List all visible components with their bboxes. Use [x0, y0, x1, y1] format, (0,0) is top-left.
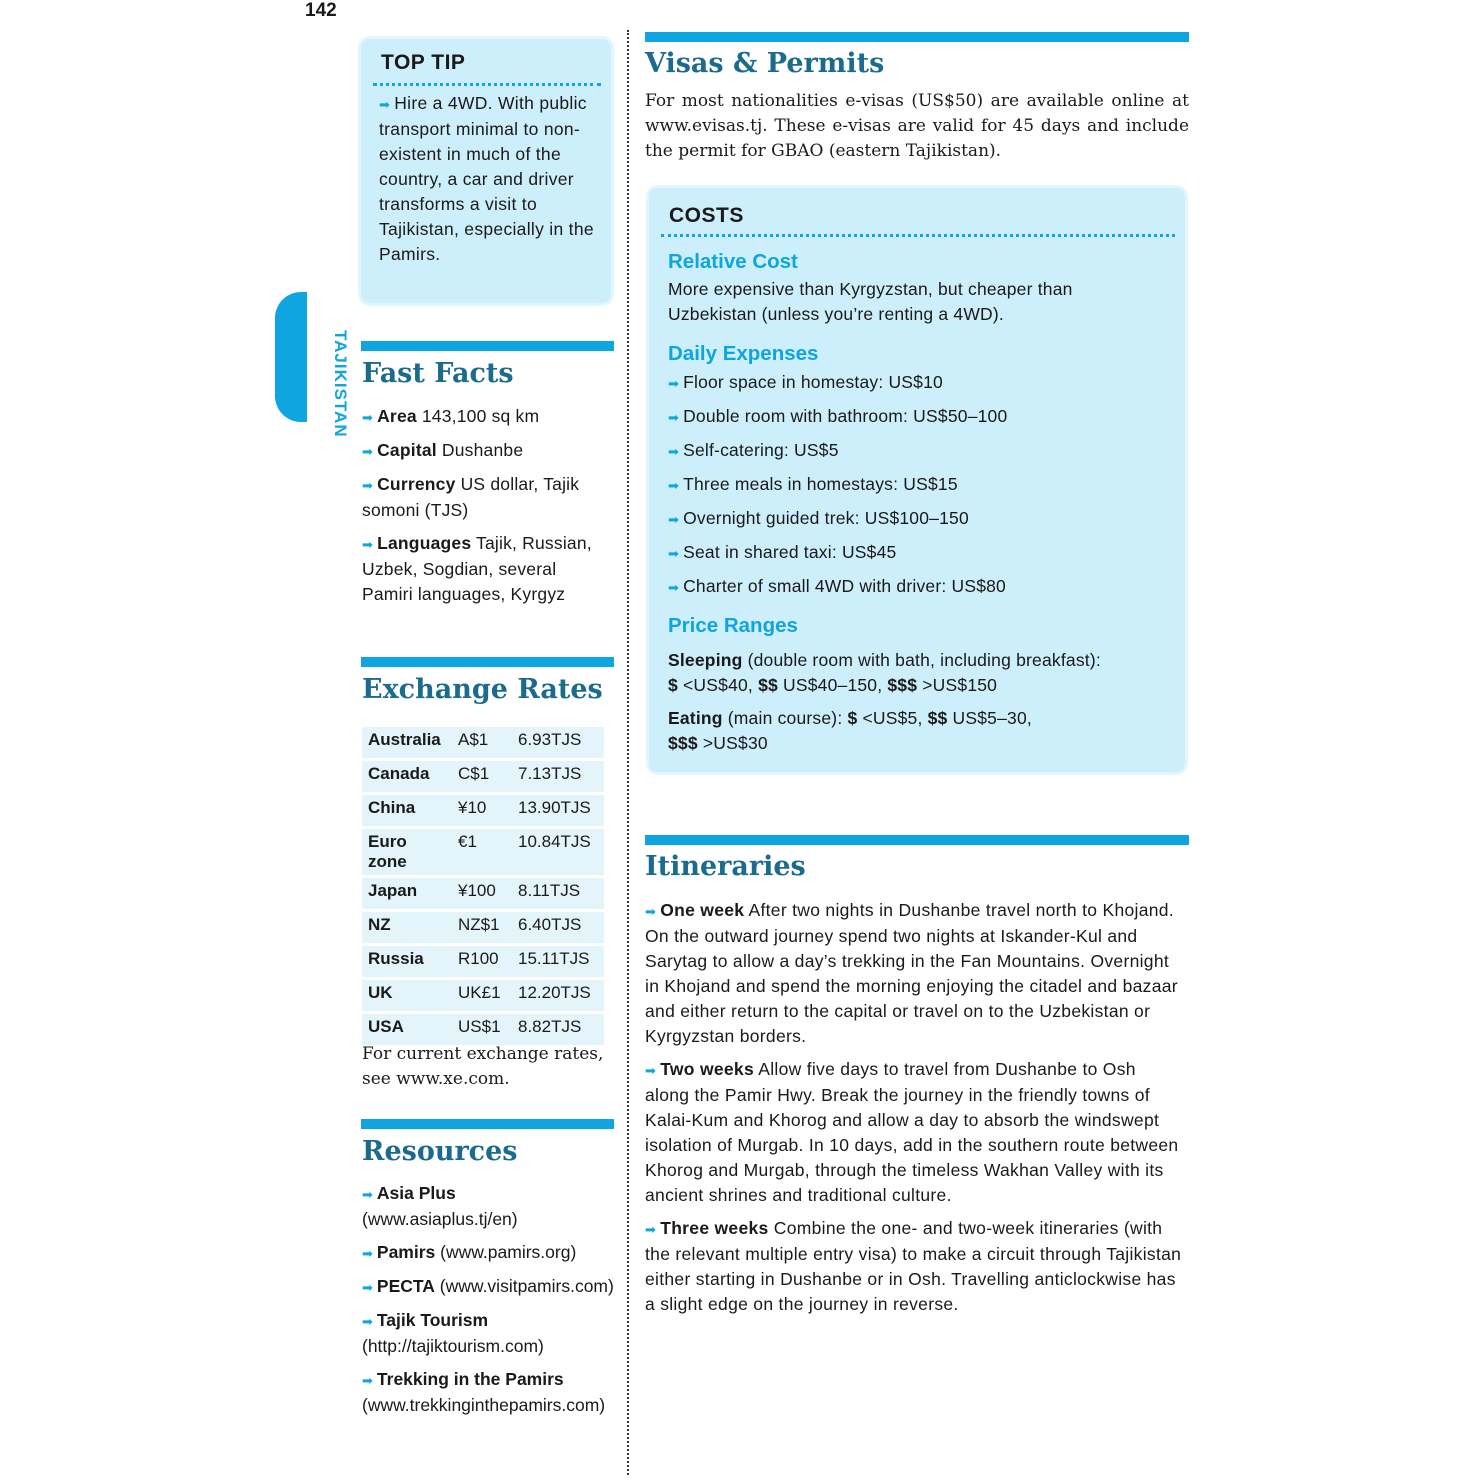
list-item [362, 472, 612, 523]
rate-country: Japan [362, 878, 452, 909]
arrow-right-icon: ➡ [362, 478, 374, 493]
expense-text: Self-catering: US$5 [683, 440, 839, 460]
rate-country: Russia [362, 946, 452, 977]
arrow-right-icon: ➡ [362, 410, 374, 425]
price-value: US$40–150, [783, 675, 883, 695]
price-symbol: $$$ [668, 733, 698, 753]
price-symbol: $$$ [887, 675, 918, 695]
list-item [668, 472, 1158, 498]
arrow-right-icon: ➡ [362, 1373, 373, 1388]
list-item [668, 506, 1158, 532]
table-row [362, 980, 604, 1011]
rate-country: China [362, 795, 452, 826]
price-symbol: $$ [927, 708, 948, 728]
section-bar [361, 1119, 614, 1129]
daily-expenses-list [668, 370, 1158, 600]
exchange-rates-note: For current exchange rates, see www.xe.com. [362, 1044, 604, 1089]
rate-amount: ¥10 [452, 795, 512, 826]
resources-title: Resources [362, 1136, 518, 1167]
arrow-right-icon: ➡ [668, 376, 680, 391]
expense-text: Floor space in homestay: US$10 [683, 372, 943, 392]
table-row [362, 829, 604, 875]
rate-value: 8.82TJS [512, 1014, 604, 1045]
price-value: <US$40, [683, 675, 753, 695]
resource-label: Trekking in the Pamirs [376, 1369, 564, 1389]
arrow-right-icon: ➡ [645, 904, 657, 919]
table-row [362, 912, 604, 943]
resource-link[interactable]: (www.visitpamirs.com) [439, 1276, 614, 1296]
rate-amount: UK£1 [452, 980, 512, 1011]
visas-title: Visas & Permits [645, 48, 885, 79]
list-item [645, 898, 1185, 1049]
exchange-rates-title: Exchange Rates [362, 674, 603, 705]
fact-value: Dushanbe [441, 440, 524, 460]
side-tab [275, 292, 307, 422]
arrow-right-icon: ➡ [668, 410, 680, 425]
price-symbol: $ [668, 675, 678, 695]
rate-value: 12.20TJS [512, 980, 604, 1011]
arrow-right-icon: ➡ [362, 1187, 373, 1202]
list-item [362, 1274, 614, 1300]
rate-country: USA [362, 1014, 452, 1045]
rate-value: 6.93TJS [512, 727, 604, 758]
relative-cost-heading: Relative Cost [668, 250, 798, 273]
rate-amount: ¥100 [452, 878, 512, 909]
resource-link[interactable]: (www.trekkinginthepamirs.com) [362, 1395, 606, 1415]
fact-label: Capital [377, 440, 437, 460]
rate-country: Euro zone [362, 829, 452, 875]
expense-text: Double room with bathroom: US$50–100 [683, 406, 1008, 426]
resource-link[interactable]: (http://tajiktourism.com) [362, 1336, 544, 1356]
price-value: US$5–30, [952, 708, 1032, 728]
table-row [362, 946, 604, 977]
itinerary-text: Combine the one- and two-week itineraries (with the relevant multiple entry visa) to make a circuit through Tajikistan either starting in Dushanbe or in Osh. Travelling anticlockwise has a slight edge on the journey in reverse. [645, 1218, 1182, 1314]
arrow-right-icon: ➡ [668, 512, 680, 527]
rate-country: Australia [362, 727, 452, 758]
table-row [362, 727, 604, 758]
eating-desc: (main course): [727, 708, 843, 728]
relative-cost-text: More expensive than Kyrgyzstan, but cheaper than Uzbekistan (unless you’re renting a 4WD). [668, 279, 1073, 324]
costs-content [668, 250, 1158, 756]
arrow-right-icon: ➡ [668, 444, 680, 459]
fact-value: US dollar, Tajik somoni (TJS) [362, 474, 580, 520]
expense-text: Seat in shared taxi: US$45 [683, 542, 897, 562]
exchange-rates-table [362, 724, 604, 1048]
arrow-right-icon: ➡ [362, 537, 374, 552]
fact-label: Currency [377, 474, 456, 494]
list-item [645, 1216, 1185, 1317]
itinerary-text: After two nights in Dushanbe travel north to Khojand. On the outward journey spend two nights at Iskander-Kul and Sarytag to allow a day’s trekking in the Fan Mountains. Overnight in Khojand and spend the morning enjoying the citadel and bazaar and either return to the capital or travel on to the Uzbekistan or Kyrgyzstan borders. [645, 900, 1178, 1046]
rate-value: 15.11TJS [512, 946, 604, 977]
sleeping-label: Sleeping [668, 650, 743, 670]
top-tip-text [379, 91, 601, 267]
sleeping-desc: (double room with bath, including breakfast): [747, 650, 1101, 670]
arrow-right-icon: ➡ [645, 1222, 657, 1237]
arrow-right-icon: ➡ [668, 478, 680, 493]
rate-country: Canada [362, 761, 452, 792]
top-tip-body: Hire a 4WD. With public transport minimal to non-existent in much of the country, a car and driver transforms a visit to Tajikistan, especially in the Pamirs. [379, 93, 594, 264]
rate-value: 10.84TJS [512, 829, 604, 875]
rate-value: 8.11TJS [512, 878, 604, 909]
list-item [362, 531, 612, 607]
list-item [362, 438, 612, 464]
arrow-right-icon: ➡ [645, 1063, 657, 1078]
costs-box [646, 185, 1188, 775]
arrow-right-icon: ➡ [362, 1280, 373, 1295]
price-value: >US$150 [922, 675, 998, 695]
resources-list [362, 1181, 614, 1426]
fast-facts-title: Fast Facts [362, 358, 514, 389]
itinerary-label: Two weeks [660, 1059, 755, 1079]
rate-amount: C$1 [452, 761, 512, 792]
section-bar [361, 657, 614, 667]
list-item [645, 1057, 1185, 1208]
table-row [362, 878, 604, 909]
itineraries-list [645, 898, 1185, 1325]
arrow-right-icon: ➡ [362, 444, 374, 459]
fact-label: Area [377, 406, 417, 426]
rate-value: 6.40TJS [512, 912, 604, 943]
resource-link[interactable]: (www.asiaplus.tj/en) [362, 1209, 518, 1229]
rate-amount: €1 [452, 829, 512, 875]
arrow-right-icon: ➡ [668, 580, 680, 595]
rate-value: 7.13TJS [512, 761, 604, 792]
fast-facts-list [362, 404, 612, 615]
rate-amount: US$1 [452, 1014, 512, 1045]
expense-text: Overnight guided trek: US$100–150 [683, 508, 969, 528]
list-item [668, 574, 1158, 600]
list-item [362, 1240, 614, 1266]
expense-text: Charter of small 4WD with driver: US$80 [683, 576, 1006, 596]
top-tip-box [358, 36, 614, 306]
column-divider [627, 30, 629, 1475]
itinerary-label: Three weeks [660, 1218, 769, 1238]
fact-label: Languages [377, 533, 472, 553]
itinerary-label: One week [660, 900, 745, 920]
costs-title: COSTS [669, 204, 744, 227]
price-value: >US$30 [702, 733, 768, 753]
page-number: 142 [305, 0, 337, 21]
side-label: TAJIKISTAN [331, 330, 350, 438]
visas-text: For most nationalities e-visas (US$50) are available online at www.evisas.tj. These e-visas are valid for 45 days and include the permit for GBAO (eastern Tajikistan). [645, 91, 1189, 161]
list-item [362, 404, 612, 430]
section-bar [361, 341, 614, 351]
price-ranges-heading: Price Ranges [668, 614, 798, 637]
list-item [362, 1367, 614, 1418]
expense-text: Three meals in homestays: US$15 [683, 474, 958, 494]
sleeping-ranges [668, 648, 1158, 698]
list-item [668, 438, 1158, 464]
arrow-right-icon: ➡ [362, 1246, 373, 1261]
section-bar [645, 835, 1189, 845]
price-symbol: $$ [758, 675, 778, 695]
section-bar [645, 32, 1189, 42]
list-item [668, 404, 1158, 430]
price-value: <US$5, [862, 708, 923, 728]
itineraries-title: Itineraries [645, 851, 806, 882]
eating-label: Eating [668, 708, 723, 728]
arrow-right-icon: ➡ [362, 1314, 373, 1329]
list-item [668, 540, 1158, 566]
rate-country: UK [362, 980, 452, 1011]
rate-country: NZ [362, 912, 452, 943]
rate-amount: R100 [452, 946, 512, 977]
eating-ranges [668, 706, 1158, 756]
daily-expenses-heading: Daily Expenses [668, 342, 819, 365]
dotted-divider [661, 234, 1175, 237]
arrow-right-icon: ➡ [379, 97, 391, 112]
table-row [362, 795, 604, 826]
top-tip-title: TOP TIP [381, 51, 466, 74]
price-symbol: $ [847, 708, 858, 728]
rate-amount: NZ$1 [452, 912, 512, 943]
resource-label: Tajik Tourism [376, 1310, 489, 1330]
resource-label: Pamirs [376, 1242, 436, 1262]
resource-label: Asia Plus [376, 1183, 456, 1203]
list-item [362, 1181, 614, 1232]
fact-value: Tajik, Russian, Uzbek, Sogdian, several Pamiri languages, Kyrgyz [362, 533, 592, 604]
rate-amount: A$1 [452, 727, 512, 758]
itinerary-text: Allow five days to travel from Dushanbe to Osh along the Pamir Hwy. Break the journey in the friendly towns of Kalai-Kum and Khorog and allow a day to absorb the windswept isolation of Murgab. In 10 days, add in the southern route between Khorog and Murgab, through the timeless Wakhan Valley with its ancient shrines and traditional culture. [645, 1059, 1179, 1205]
list-item [362, 1308, 614, 1359]
fact-value: 143,100 sq km [421, 406, 540, 426]
exchange-rates-table-wrap [362, 724, 604, 1048]
resource-link[interactable]: (www.pamirs.org) [440, 1242, 577, 1262]
dotted-divider [373, 83, 601, 86]
table-row [362, 761, 604, 792]
table-row [362, 1014, 604, 1045]
arrow-right-icon: ➡ [668, 546, 680, 561]
rate-value: 13.90TJS [512, 795, 604, 826]
list-item [668, 370, 1158, 396]
resource-label: PECTA [376, 1276, 435, 1296]
